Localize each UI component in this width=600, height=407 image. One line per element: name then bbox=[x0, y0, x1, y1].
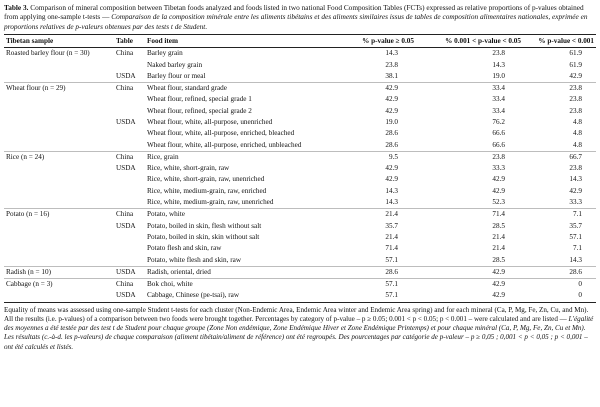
cell-food-item: Wheat flour, white, all-purpose, enriched, bleached bbox=[147, 129, 295, 138]
cell-pvalue-between: 42.9 bbox=[492, 186, 505, 195]
cell-table bbox=[114, 94, 145, 105]
cell-pvalue-lt-0001: 28.6 bbox=[523, 266, 596, 278]
table-row bbox=[4, 221, 596, 232]
cell-pvalue-ge-005: 57.1 bbox=[352, 279, 416, 291]
cell-pvalue-lt-0001: 4.8 bbox=[573, 118, 582, 126]
table-row bbox=[4, 232, 596, 243]
cell-pvalue-ge-005: 9.5 bbox=[352, 151, 416, 163]
cell-pvalue-between: 23.8 bbox=[416, 151, 523, 163]
cell-pvalue-ge-005: 19.0 bbox=[385, 118, 398, 126]
cell-pvalue-lt-0001: 7.1 bbox=[523, 209, 596, 221]
cell-pvalue-lt-0001: 66.7 bbox=[523, 151, 596, 163]
cell-table: USDA bbox=[116, 118, 136, 126]
table-row bbox=[4, 83, 596, 95]
cell-pvalue-lt-0001: 35.7 bbox=[569, 221, 582, 230]
cell-pvalue-between: 21.4 bbox=[492, 244, 505, 253]
header-pvalue-between: % 0.001 < p-value < 0.05 bbox=[416, 35, 523, 48]
cell-pvalue-between: 66.6 bbox=[492, 129, 505, 138]
table-caption bbox=[4, 3, 596, 31]
cell-food-item: Naked barley grain bbox=[147, 60, 203, 69]
cell-pvalue-lt-0001: 23.8 bbox=[569, 164, 582, 173]
cell-table: China bbox=[114, 279, 145, 291]
cell-food-item: Wheat flour, refined, special grade 2 bbox=[147, 106, 252, 115]
cell-food-item: Bok choi, white bbox=[145, 279, 352, 291]
cell-pvalue-lt-0001: 7.1 bbox=[573, 244, 582, 253]
cell-pvalue-lt-0001: 42.9 bbox=[569, 186, 582, 195]
cell-tibetan-sample bbox=[4, 128, 114, 139]
table-row bbox=[4, 197, 596, 209]
cell-tibetan-sample bbox=[4, 232, 114, 243]
cell-table bbox=[114, 255, 145, 267]
cell-tibetan-sample: Cabbage (n = 3) bbox=[4, 279, 114, 291]
cell-pvalue-ge-005: 14.3 bbox=[385, 198, 398, 207]
table-row bbox=[4, 255, 596, 267]
table-row bbox=[4, 151, 596, 163]
cell-pvalue-ge-005: 38.1 bbox=[385, 71, 398, 80]
cell-food-item: Wheat flour, standard grade bbox=[145, 83, 352, 95]
cell-table: USDA bbox=[116, 71, 136, 80]
cell-pvalue-lt-0001: 0 bbox=[523, 279, 596, 291]
table-footnote bbox=[4, 306, 596, 352]
cell-table: China bbox=[114, 151, 145, 163]
cell-pvalue-lt-0001: 23.8 bbox=[569, 106, 582, 115]
table-row bbox=[4, 117, 596, 128]
cell-pvalue-ge-005: 14.3 bbox=[385, 186, 398, 195]
cell-table: USDA bbox=[116, 164, 136, 173]
cell-pvalue-between: 21.4 bbox=[492, 232, 505, 241]
cell-food-item: Rice, white, medium-grain, raw, unenriched bbox=[147, 198, 274, 207]
cell-food-item: Radish, oriental, dried bbox=[145, 266, 352, 278]
cell-food-item: Rice, white, short-grain, raw, unenriched bbox=[147, 175, 265, 184]
cell-tibetan-sample bbox=[4, 174, 114, 185]
cell-tibetan-sample bbox=[4, 71, 114, 83]
table-row bbox=[4, 163, 596, 174]
cell-pvalue-lt-0001: 14.3 bbox=[569, 175, 582, 184]
footnote-text-en: Equality of means was assessed using one-sample Student t-tests for each cluster (Non-Endemic Area, Endemic Area winter and Endemic Area spring) and for each mineral (Ca, P, Mg, Fe, Zn, Cu, and Mn). All the results (i.e. p-values) of a comparison between two foods were brought together. Percentages by category of p-value – p ≥ 0.05; 0.001 < p < 0.05; p < 0.001 – were calculated and are listed — bbox=[4, 305, 589, 323]
cell-pvalue-between: 28.5 bbox=[492, 221, 505, 230]
cell-pvalue-ge-005: 28.6 bbox=[385, 129, 398, 138]
cell-tibetan-sample bbox=[4, 221, 114, 232]
cell-tibetan-sample: Roasted barley flour (n = 30) bbox=[6, 49, 90, 58]
cell-pvalue-ge-005: 42.9 bbox=[385, 106, 398, 115]
cell-table bbox=[114, 106, 145, 117]
cell-pvalue-ge-005: 42.9 bbox=[385, 164, 398, 173]
cell-food-item: Rice, white, short-grain, raw bbox=[147, 164, 230, 173]
cell-food-item: Wheat flour, white, all-purpose, enriched, unbleached bbox=[147, 140, 302, 149]
cell-pvalue-between: 33.3 bbox=[492, 164, 505, 173]
cell-tibetan-sample bbox=[4, 243, 114, 254]
cell-tibetan-sample bbox=[4, 290, 114, 302]
cell-table: USDA bbox=[114, 290, 145, 302]
cell-food-item: Rice, grain bbox=[145, 151, 352, 163]
cell-tibetan-sample bbox=[4, 163, 114, 174]
cell-pvalue-ge-005: 42.9 bbox=[385, 95, 398, 104]
cell-table bbox=[114, 128, 145, 139]
cell-table: China bbox=[114, 83, 145, 95]
table-row bbox=[4, 140, 596, 152]
cell-pvalue-ge-005: 14.3 bbox=[385, 49, 398, 58]
cell-tibetan-sample bbox=[4, 197, 114, 209]
cell-pvalue-ge-005: 28.6 bbox=[352, 266, 416, 278]
cell-tibetan-sample bbox=[4, 117, 114, 128]
cell-pvalue-lt-0001: 33.3 bbox=[569, 198, 582, 207]
cell-table bbox=[114, 243, 145, 254]
cell-pvalue-between: 52.3 bbox=[492, 198, 505, 207]
cell-pvalue-lt-0001: 61.9 bbox=[569, 49, 582, 58]
table-body bbox=[4, 48, 596, 303]
cell-tibetan-sample: Radish (n = 10) bbox=[4, 266, 114, 278]
cell-pvalue-lt-0001: 42.9 bbox=[569, 71, 582, 80]
cell-table bbox=[114, 186, 145, 197]
cell-food-item: Potato, boiled in skin, flesh without salt bbox=[147, 221, 262, 230]
cell-food-item: Potato flesh and skin, raw bbox=[147, 244, 222, 253]
cell-pvalue-lt-0001: 57.1 bbox=[569, 232, 582, 241]
cell-pvalue-between: 66.6 bbox=[492, 140, 505, 149]
table-row bbox=[4, 60, 596, 71]
cell-pvalue-lt-0001: 0 bbox=[523, 290, 596, 302]
cell-food-item: Barley grain bbox=[147, 49, 183, 58]
cell-pvalue-ge-005: 42.9 bbox=[352, 83, 416, 95]
cell-pvalue-between: 28.5 bbox=[492, 255, 505, 264]
cell-tibetan-sample bbox=[4, 106, 114, 117]
cell-food-item: Potato, white bbox=[145, 209, 352, 221]
cell-pvalue-between: 42.9 bbox=[416, 279, 523, 291]
cell-table: China bbox=[116, 49, 134, 58]
cell-food-item: Cabbage, Chinese (pe-tsai), raw bbox=[145, 290, 352, 302]
cell-pvalue-lt-0001: 4.8 bbox=[573, 129, 582, 138]
table-row bbox=[4, 71, 596, 83]
cell-table bbox=[114, 232, 145, 243]
header-table: Table bbox=[114, 35, 145, 48]
cell-tibetan-sample bbox=[4, 255, 114, 267]
header-pvalue-lt-0001: % p-value < 0.001 bbox=[523, 35, 596, 48]
cell-food-item: Potato, white flesh and skin, raw bbox=[147, 255, 242, 264]
cell-pvalue-ge-005: 57.1 bbox=[385, 255, 398, 264]
cell-tibetan-sample bbox=[4, 60, 114, 71]
cell-table bbox=[114, 60, 145, 71]
cell-table bbox=[114, 140, 145, 152]
cell-tibetan-sample: Potato (n = 16) bbox=[4, 209, 114, 221]
footnote-text-fr: L'égalité des moyennes a été testée par des test t de Student pour chaque groupe (Zone Non endémique, Zone Endémique Hiver et Zone Endémique Printemps) et pour chaque minéral (Ca, P, Mg, Fe, Zn, Cu et Mn). Les résultats (c.-à-d. les p-valeurs) de chaque comparaison (aliment tibétain/aliment de référence) ont été regroupés. Des pourcentages par catégorie de p-valeur – p ≥ 0,05 ; 0,001 < p < 0,05 ; p < 0,001 – ont été calculés et listés. bbox=[4, 314, 594, 351]
cell-pvalue-ge-005: 21.4 bbox=[352, 209, 416, 221]
cell-pvalue-between: 76.2 bbox=[492, 118, 505, 126]
table-row bbox=[4, 243, 596, 254]
cell-pvalue-between: 71.4 bbox=[416, 209, 523, 221]
table-row bbox=[4, 266, 596, 278]
header-food-item: Food item bbox=[145, 35, 352, 48]
header-tibetan-sample: Tibetan sample bbox=[4, 35, 114, 48]
header-pvalue-ge-005: % p-value ≥ 0.05 bbox=[352, 35, 416, 48]
cell-table bbox=[114, 197, 145, 209]
cell-pvalue-ge-005: 35.7 bbox=[385, 221, 398, 230]
cell-table: China bbox=[114, 209, 145, 221]
cell-food-item: Wheat flour, refined, special grade 1 bbox=[147, 95, 252, 104]
cell-pvalue-between: 42.9 bbox=[492, 175, 505, 184]
table-row bbox=[4, 174, 596, 185]
caption-text-en: Comparison of mineral composition between Tibetan foods analyzed and foods listed in two national Food Composition Tables (FCTs) expressed as relative proportions of p-values obtained from applying one-sample t-tests — bbox=[4, 3, 584, 22]
cell-pvalue-ge-005: 28.6 bbox=[385, 140, 398, 149]
table-row bbox=[4, 279, 596, 291]
cell-pvalue-ge-005: 42.9 bbox=[385, 175, 398, 184]
cell-food-item: Rice, white, medium-grain, raw, enriched bbox=[147, 186, 267, 195]
cell-pvalue-between: 19.0 bbox=[492, 71, 505, 80]
table-header-row bbox=[4, 35, 596, 48]
caption-text-fr: Comparaison de la composition minérale entre les aliments tibétains et des aliments similaires issus de tables de composition alimentaires nationales, exprimée en proportions relatives de p-valeurs obtenues par des tests t de Student. bbox=[4, 12, 588, 31]
mineral-comparison-table bbox=[4, 34, 596, 303]
cell-tibetan-sample bbox=[4, 140, 114, 152]
cell-pvalue-lt-0001: 4.8 bbox=[573, 140, 582, 149]
table-row bbox=[4, 106, 596, 117]
cell-pvalue-ge-005: 23.8 bbox=[385, 60, 398, 69]
cell-tibetan-sample bbox=[4, 94, 114, 105]
caption-label: Table 3. bbox=[4, 3, 29, 12]
cell-pvalue-between: 33.4 bbox=[416, 83, 523, 95]
cell-pvalue-between: 42.9 bbox=[416, 266, 523, 278]
table-row bbox=[4, 186, 596, 197]
table-row bbox=[4, 290, 596, 302]
cell-food-item: Wheat flour, white, all-purpose, unenriched bbox=[147, 118, 273, 126]
cell-tibetan-sample: Wheat flour (n = 29) bbox=[4, 83, 114, 95]
cell-pvalue-between: 33.4 bbox=[492, 95, 505, 104]
table-row bbox=[4, 94, 596, 105]
cell-table bbox=[114, 174, 145, 185]
cell-pvalue-lt-0001: 23.8 bbox=[523, 83, 596, 95]
cell-food-item: Barley flour or meal bbox=[147, 71, 206, 80]
cell-pvalue-lt-0001: 14.3 bbox=[569, 255, 582, 264]
cell-pvalue-ge-005: 57.1 bbox=[352, 290, 416, 302]
cell-pvalue-between: 33.4 bbox=[492, 106, 505, 115]
cell-pvalue-lt-0001: 23.8 bbox=[569, 95, 582, 104]
table-row bbox=[4, 209, 596, 221]
cell-pvalue-ge-005: 21.4 bbox=[385, 232, 398, 241]
cell-tibetan-sample: Rice (n = 24) bbox=[4, 151, 114, 163]
cell-pvalue-ge-005: 71.4 bbox=[385, 244, 398, 253]
cell-tibetan-sample bbox=[4, 186, 114, 197]
table-row bbox=[4, 128, 596, 139]
table-row bbox=[4, 48, 596, 60]
cell-table: USDA bbox=[114, 266, 145, 278]
cell-food-item: Potato, boiled in skin, skin without salt bbox=[147, 232, 260, 241]
cell-pvalue-lt-0001: 61.9 bbox=[569, 60, 582, 69]
cell-pvalue-between: 42.9 bbox=[416, 290, 523, 302]
cell-pvalue-between: 14.3 bbox=[492, 60, 505, 69]
cell-pvalue-between: 23.8 bbox=[492, 49, 505, 58]
cell-table: USDA bbox=[116, 221, 136, 230]
